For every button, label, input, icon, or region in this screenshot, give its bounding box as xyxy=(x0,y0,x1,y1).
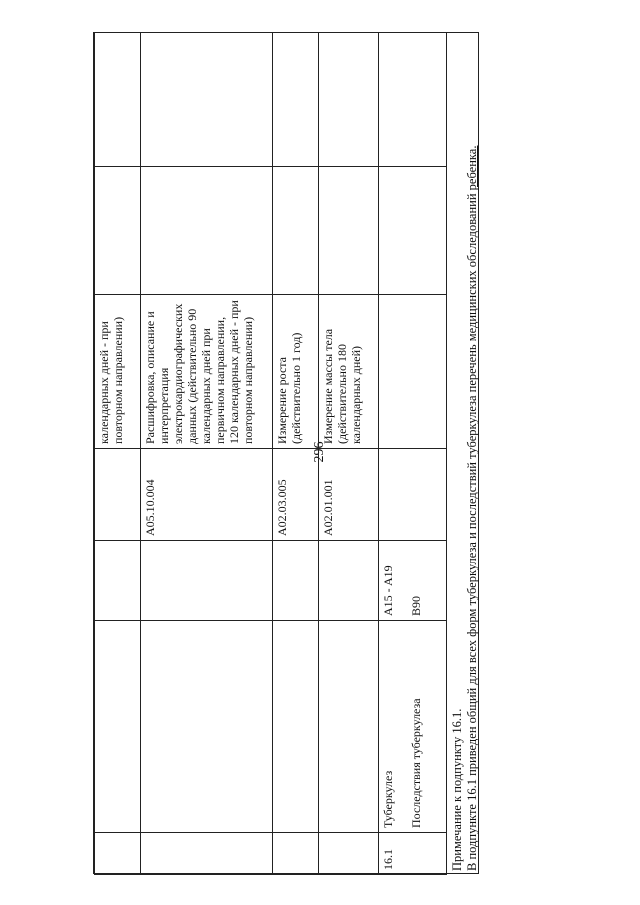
note-text-tail: ребенка. xyxy=(465,145,479,191)
table-row xyxy=(141,33,273,875)
diagnosis-primary: Туберкулез xyxy=(381,770,395,828)
note-block xyxy=(447,33,483,875)
service-description-cell: календарных дней - при повторном направлении) xyxy=(95,295,141,449)
service-code-cell xyxy=(95,449,141,541)
extra-cell-2 xyxy=(379,33,447,167)
note-text-main: В подпункте 16.1 приведен общий для всех форм туберкулеза и последствий туберкулеза перечень медицинских обследований xyxy=(465,193,479,871)
icd-code-cell xyxy=(141,541,273,621)
extra-cell-2 xyxy=(95,33,141,167)
diagnosis-name-cell xyxy=(273,621,319,833)
row-number-cell xyxy=(273,833,319,875)
rotated-table-content xyxy=(94,33,480,875)
table-row xyxy=(379,33,447,875)
row-number-cell xyxy=(95,833,141,875)
icd-code-cell xyxy=(379,541,447,621)
service-code-cell: A02.03.005 xyxy=(273,449,319,541)
extra-cell-1 xyxy=(141,167,273,295)
row-number-cell xyxy=(319,833,379,875)
document-frame xyxy=(93,32,479,874)
service-description-cell: Измерение массы тела (действительно 180 календарных дней) xyxy=(319,295,379,449)
icd-code-sequelae: B90 xyxy=(409,595,423,616)
note-title: Примечание к подпункту 16.1. xyxy=(450,708,464,871)
service-code-cell xyxy=(379,449,447,541)
extra-cell-1 xyxy=(95,167,141,295)
service-code-cell: A02.01.001 xyxy=(319,449,379,541)
diagnosis-name-cell xyxy=(95,621,141,833)
table-row xyxy=(95,33,141,875)
examination-table xyxy=(94,32,447,875)
row-number-cell: 16.1 xyxy=(379,833,447,875)
extra-cell-1 xyxy=(319,167,379,295)
service-code-cell: A05.10.004 xyxy=(141,449,273,541)
service-description-cell xyxy=(379,295,447,449)
icd-code-cell xyxy=(273,541,319,621)
extra-cell-2 xyxy=(141,33,273,167)
note-text xyxy=(465,37,480,871)
icd-code-primary: A15 - A19 xyxy=(381,565,395,616)
service-description-cell: Измерение роста (действительно 1 год) xyxy=(273,295,319,449)
diagnosis-name-cell xyxy=(319,621,379,833)
icd-code-cell xyxy=(319,541,379,621)
extra-cell-1 xyxy=(273,167,319,295)
extra-cell-2 xyxy=(319,33,379,167)
table-row xyxy=(319,33,379,875)
diagnosis-name-cell xyxy=(379,621,447,833)
service-description-cell: Расшифровка, описание и интерпретация электрокардиографических данных (действительно 90 календарных дней при первичном направлении, 120 календарных дней - при повторном направлении) xyxy=(141,295,273,449)
diagnosis-name-cell xyxy=(141,621,273,833)
extra-cell-1 xyxy=(379,167,447,295)
diagnosis-sequelae: Последствия туберкулеза xyxy=(409,698,423,828)
page-number: 296 xyxy=(312,441,327,463)
extra-cell-2 xyxy=(273,33,319,167)
table-row xyxy=(273,33,319,875)
icd-code-cell xyxy=(95,541,141,621)
row-number-cell xyxy=(141,833,273,875)
